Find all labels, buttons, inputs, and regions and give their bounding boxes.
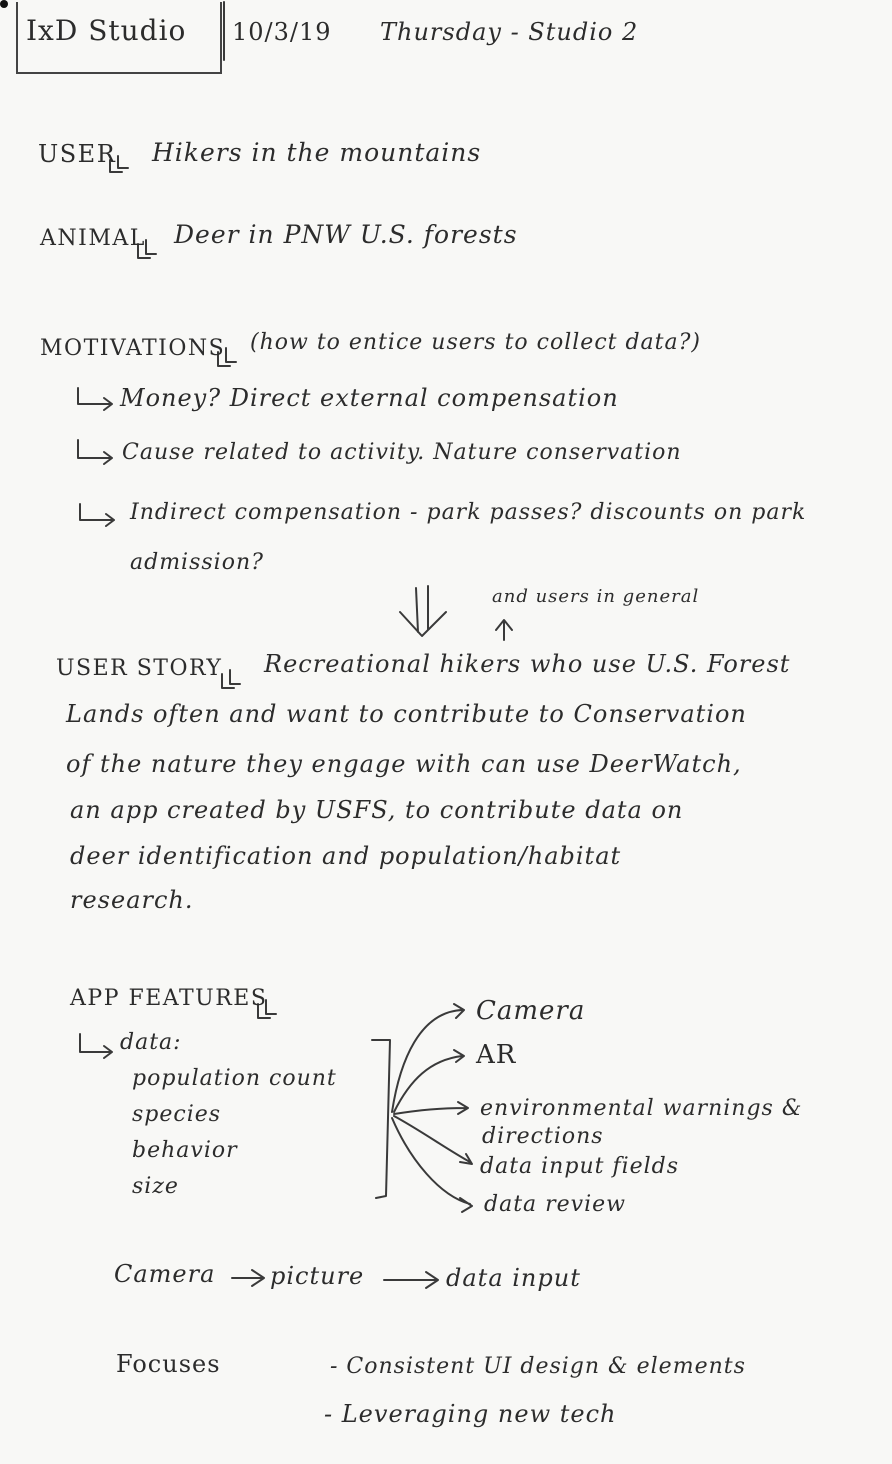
flow-step-picture: picture xyxy=(270,1262,365,1290)
focuses-label: Focuses xyxy=(116,1350,221,1378)
session-label: Thursday - Studio 2 xyxy=(380,18,639,46)
data-label: data: xyxy=(120,1030,182,1055)
motivation-item-2: Cause related to activity. Nature conservation xyxy=(122,440,682,465)
feature-ar: AR xyxy=(476,1040,517,1070)
user-story-line-6: research. xyxy=(70,886,194,914)
notebook-title: IxD Studio xyxy=(26,14,187,47)
user-story-line-3: of the nature they engage with can use DeerWatch, xyxy=(66,750,742,778)
user-label: USER xyxy=(38,140,117,168)
feature-env-warnings: environmental warnings & xyxy=(480,1096,803,1121)
feature-data-input: data input fields xyxy=(480,1154,680,1179)
branch-arrow-ar xyxy=(394,1050,464,1112)
data-item-size: size xyxy=(132,1174,179,1199)
data-bracket xyxy=(372,1040,390,1198)
user-story-line-1: Recreational hikers who use U.S. Forest xyxy=(264,650,791,678)
bullet-arrow-2 xyxy=(78,440,112,464)
corner-mark xyxy=(0,0,8,8)
flow-step-data-input: data input xyxy=(446,1264,581,1292)
user-story-line-5: deer identification and population/habitat xyxy=(70,842,622,870)
branch-arrow-env xyxy=(394,1102,468,1114)
feature-directions: directions xyxy=(482,1124,604,1149)
data-item-behavior: behavior xyxy=(132,1138,238,1163)
animal-value: Deer in PNW U.S. forests xyxy=(174,220,518,249)
bullet-arrow-1 xyxy=(78,388,112,410)
motivations-question: (how to entice users to collect data?) xyxy=(250,330,702,355)
user-story-label: USER STORY xyxy=(56,656,223,681)
bullet-arrow-data xyxy=(80,1034,112,1058)
focus-item-2: - Leveraging new tech xyxy=(324,1400,617,1428)
feature-data-review: data review xyxy=(484,1192,627,1217)
feature-camera: Camera xyxy=(476,996,586,1026)
bullet-arrow-3 xyxy=(80,504,114,526)
flow-arrow-1 xyxy=(232,1270,264,1286)
jj-mark-user-story xyxy=(222,670,240,688)
double-down-arrow xyxy=(400,586,446,636)
motivation-item-3-cont: admission? xyxy=(130,550,264,575)
branch-arrow-input xyxy=(394,1116,472,1164)
data-item-population: population count xyxy=(132,1066,337,1091)
user-value: Hikers in the mountains xyxy=(152,138,482,167)
note-date: 10/3/19 xyxy=(232,18,332,46)
data-item-species: species xyxy=(132,1102,222,1127)
flow-step-camera: Camera xyxy=(114,1260,216,1288)
motivations-label: MOTIVATIONS xyxy=(40,336,226,361)
branch-arrow-review xyxy=(392,1118,472,1212)
user-story-line-2: Lands often and want to contribute to Conservation xyxy=(66,700,747,728)
motivation-item-3: Indirect compensation - park passes? discounts on park xyxy=(130,500,807,525)
motivation-item-1: Money? Direct external compensation xyxy=(120,384,619,412)
user-story-line-4: an app created by USFS, to contribute data on xyxy=(70,796,684,824)
annotation-users-general: and users in general xyxy=(492,586,700,607)
app-features-label: APP FEATURES xyxy=(70,986,268,1011)
focus-item-1: - Consistent UI design & elements xyxy=(330,1354,746,1379)
animal-label: ANIMAL xyxy=(40,226,146,251)
flow-arrow-2 xyxy=(384,1272,438,1288)
up-arrow xyxy=(496,620,512,640)
